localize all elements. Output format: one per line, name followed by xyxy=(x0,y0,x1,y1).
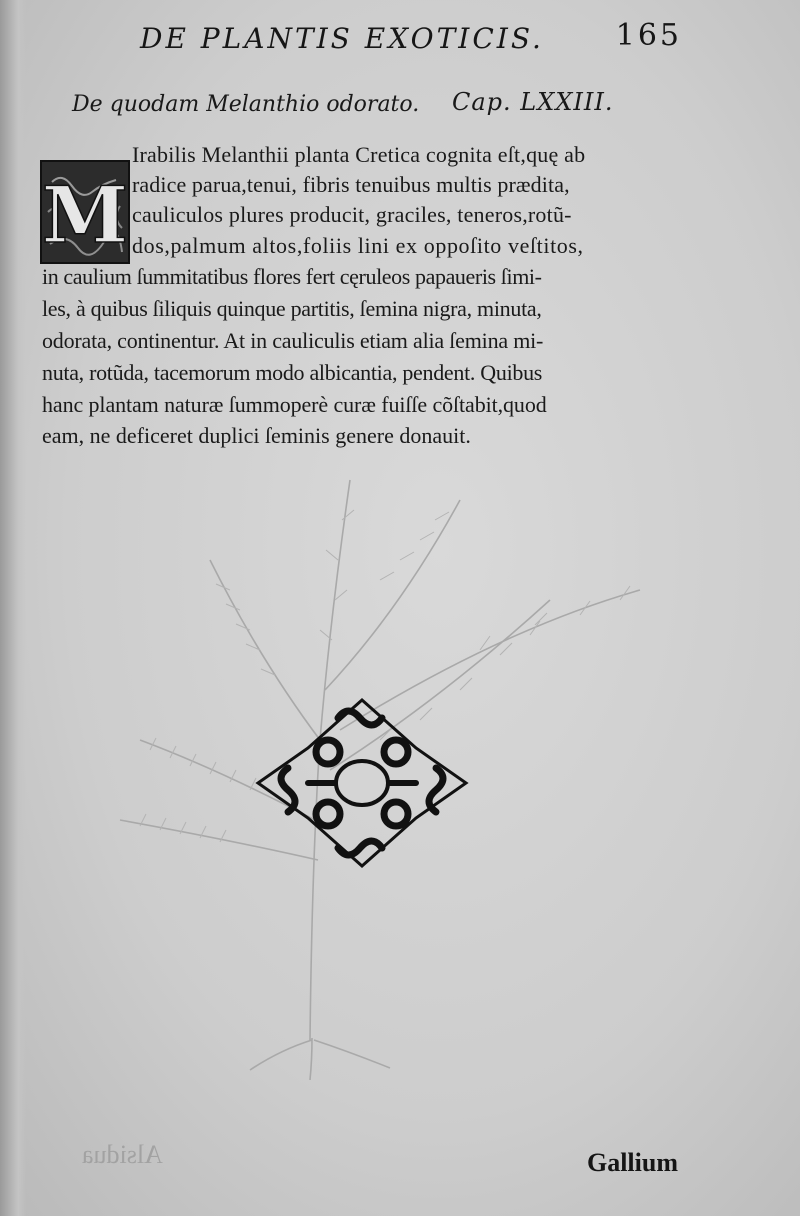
catchword: Gallium xyxy=(586,1148,678,1177)
chapter-heading xyxy=(72,88,712,128)
show-through-text: Alsidua xyxy=(82,1140,163,1169)
body-text xyxy=(40,140,700,460)
body-line: radice parua,tenui, fibris tenuibus multis prædita, xyxy=(132,172,570,197)
page-gutter-shadow xyxy=(0,0,26,1216)
body-line: in caulium ſummitatibus flores fert cęruleos papaueris ſimi- xyxy=(42,264,542,289)
body-line: nuta, rotũda, tacemorum modo albicantia, pendent. Quibus xyxy=(42,360,543,385)
running-head-title: DE PLANTIS EXOTICIS. xyxy=(140,22,544,55)
printers-ornament xyxy=(248,688,476,878)
page-number: 165 xyxy=(615,18,682,53)
body-line: hanc plantam naturæ ſummoperè curæ fuiſſe cõſtabit,quod xyxy=(42,392,547,417)
chapter-subject: De quodam Melanthio odorato. xyxy=(72,92,420,117)
body-line: odorata, continentur. At in cauliculis etiam alia ſemina mi- xyxy=(42,328,544,353)
body-line: Irabilis Melanthii planta Cretica cognita eſt,quę ab xyxy=(132,142,586,167)
chapter-number: Cap. LXXIII. xyxy=(452,88,614,116)
body-line: cauliculos plures producit, graciles, teneros,rotũ- xyxy=(132,202,572,227)
initial-letter: M xyxy=(42,170,128,261)
running-head xyxy=(140,18,700,62)
body-line: dos,palmum altos,foliis lini ex oppoſito veſtitos, xyxy=(132,233,584,258)
body-line: eam, ne deficeret duplici ſeminis genere donauit. xyxy=(42,423,471,448)
body-line: les, à quibus ſiliquis quinque partitis, ſemina nigra, minuta, xyxy=(42,296,542,321)
